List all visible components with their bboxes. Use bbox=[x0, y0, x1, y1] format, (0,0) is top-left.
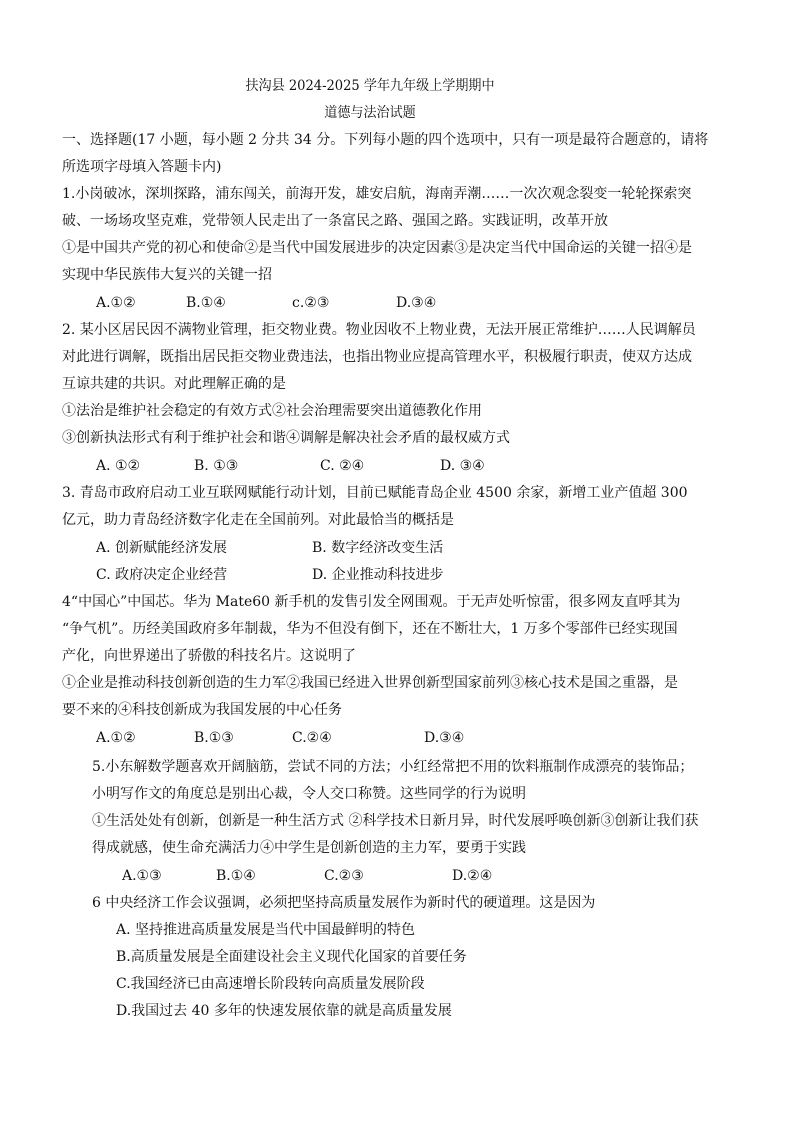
q2-option-a: A. ①② bbox=[96, 458, 141, 474]
q3-stem-line: 3. 青岛市政府启动工业互联网赋能行动计划，目前已赋能青岛企业 4500 余家，新增工业产值超 300 bbox=[62, 485, 688, 501]
q4-option-a: A.①② bbox=[96, 730, 136, 746]
q5-option-b: B.①④ bbox=[216, 868, 256, 884]
q4-stem-line: 4“中国心”中国芯。华为 Mate60 新手机的发售引发全网围观。于无声处听惊雷，很多网友直呼其为 bbox=[62, 594, 681, 610]
q4-option-d: D.③④ bbox=[424, 730, 465, 746]
q3-option-d: D. 企业推动科技进步 bbox=[312, 567, 444, 583]
exam-subtitle: 道德与法治试题 bbox=[324, 105, 416, 121]
q2-option-c: C. ②④ bbox=[320, 458, 365, 474]
q2-option-b: B. ①③ bbox=[194, 458, 239, 474]
q4-stem-line: “争气机”。历经美国政府多年制裁，华为不但没有倒下，还在不断壮大，1 万多个零部件已经实现国 bbox=[62, 621, 678, 637]
q4-option-c: C.②④ bbox=[292, 730, 332, 746]
q4-stem-line: ①企业是推动科技创新创造的生力军②我国已经进入世界创新型国家前列③核心技术是国之重器，是 bbox=[62, 675, 678, 691]
q5-option-d: D.②④ bbox=[452, 868, 493, 884]
q2-stem-line: 对此进行调解，既指出居民拒交物业费违法，也指出物业应提高管理水平，积极履行职责，使双方达成 bbox=[62, 349, 692, 365]
q1-option-a: A.①② bbox=[96, 295, 136, 311]
q2-option-d: D. ③④ bbox=[440, 458, 485, 474]
q5-stem-line: 小明写作文的角度总是别出心裁，令人交口称赞。这些同学的行为说明 bbox=[92, 786, 526, 802]
section-instruction-line2: 所选项字母填入答题卡内) bbox=[62, 159, 222, 175]
q1-stem-line: 实现中华民族伟大复兴的关键一招 bbox=[62, 267, 272, 283]
q2-stem-line: 2. 某小区居民因不满物业管理，拒交物业费。物业因收不上物业费，无法开展正常维护……人民调解员 bbox=[62, 322, 696, 338]
q6-option-b: B.高质量发展是全面建设社会主义现代化国家的首要任务 bbox=[116, 949, 467, 965]
q4-stem-line: 要不来的④科技创新成为我国发展的中心任务 bbox=[62, 702, 342, 718]
q5-stem-line: 5.小东解数学题喜欢开阔脑筋，尝试不同的方法；小红经常把不用的饮料瓶制作成漂亮的装饰品； bbox=[92, 759, 694, 775]
q6-option-d: D.我国过去 40 多年的快速发展依靠的就是高质量发展 bbox=[116, 1003, 452, 1019]
q1-stem-line: 1.小岗破冰，深圳探路，浦东闯关，前海开发，雄安启航，海南弄潮……一次次观念裂变一轮轮探索突 bbox=[62, 186, 692, 202]
q2-stem-line: 互谅共建的共识。对此理解正确的是 bbox=[62, 376, 286, 392]
q2-stem-line: ①法治是维护社会稳定的有效方式②社会治理需要突出道德教化作用 bbox=[62, 403, 482, 419]
q4-option-b: B.①③ bbox=[194, 730, 234, 746]
q3-option-a: A. 创新赋能经济发展 bbox=[96, 540, 228, 556]
section-instruction-line1: 一、选择题(17 小题，每小题 2 分共 34 分。下列每小题的四个选项中，只有一项是最符合题意的，请将 bbox=[62, 132, 709, 148]
q3-stem-line: 亿元，助力青岛经济数字化走在全国前列。对此最恰当的概括是 bbox=[62, 512, 454, 528]
q2-stem-line: ③创新执法形式有利于维护社会和谐④调解是解决社会矛盾的最权威方式 bbox=[62, 430, 510, 446]
q6-option-c: C.我国经济已由高速增长阶段转向高质量发展阶段 bbox=[116, 976, 425, 992]
q3-option-b: B. 数字经济改变生活 bbox=[312, 540, 444, 556]
exam-title: 扶沟县 2024-2025 学年九年级上学期期中 bbox=[245, 78, 495, 94]
q5-option-a: A.①③ bbox=[122, 868, 162, 884]
q4-stem-line: 产化，向世界递出了骄傲的科技名片。这说明了 bbox=[62, 648, 356, 664]
q1-stem-line: ①是中国共产党的初心和使命②是当代中国发展进步的决定因素③是决定当代中国命运的关键一招④是 bbox=[62, 240, 692, 256]
q5-stem-line: ①生活处处有创新，创新是一种生活方式 ②科学技术日新月异，时代发展呼唤创新③创新让我们获 bbox=[92, 813, 699, 829]
q6-option-a: A. 坚持推进高质量发展是当代中国最鲜明的特色 bbox=[116, 922, 416, 938]
q3-option-c: C. 政府决定企业经营 bbox=[96, 567, 228, 583]
q5-stem-line: 得成就感，使生命充满活力④中学生是创新创造的主力军，要勇于实践 bbox=[92, 840, 526, 856]
q1-option-b: B.①④ bbox=[186, 295, 226, 311]
q1-option-d: D.③④ bbox=[396, 295, 437, 311]
q6-stem-line: 6 中央经济工作会议强调，必须把坚持高质量发展作为新时代的硬道理。这是因为 bbox=[92, 895, 596, 911]
q5-option-c: C.②③ bbox=[324, 868, 364, 884]
q1-option-c: c.②③ bbox=[292, 295, 330, 311]
q1-stem-line: 破、一场场攻坚克难，党带领人民走出了一条富民之路、强国之路。实践证明，改革开放 bbox=[62, 213, 608, 229]
